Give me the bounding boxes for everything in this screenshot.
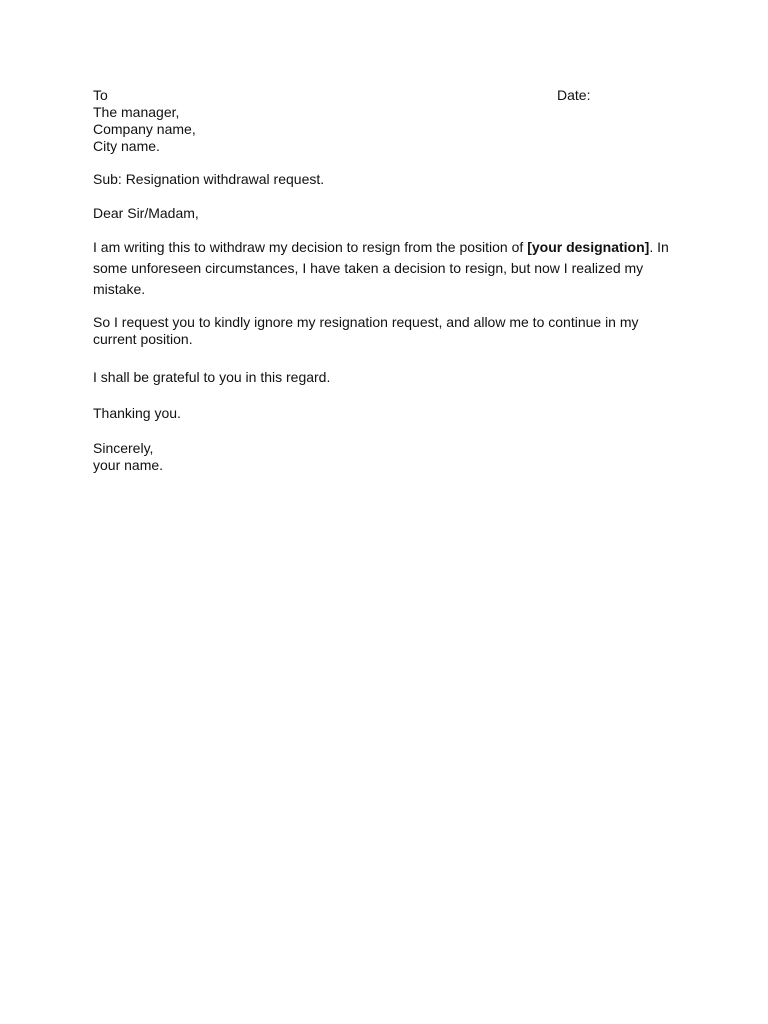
recipient-to: To <box>93 87 108 103</box>
body-paragraph-2: So I request you to kindly ignore my resignation request, and allow me to continue in my current position. <box>93 314 639 347</box>
designation-placeholder: [your designation] <box>527 239 650 255</box>
recipient-company: Company name, <box>93 121 196 137</box>
closing-thanks: Thanking you. <box>93 405 181 421</box>
salutation: Dear Sir/Madam, <box>93 205 199 221</box>
recipient-address <box>93 87 683 155</box>
recipient-title: The manager, <box>93 104 180 120</box>
body-paragraph-1 <box>93 237 683 300</box>
date-label: Date: <box>557 87 591 103</box>
sign-off: Sincerely, <box>93 440 154 456</box>
recipient-city: City name. <box>93 138 160 154</box>
signature-block <box>93 440 683 474</box>
paragraph-1-text-after: . In some unforeseen circumstances, I have taken a decision to resign, but now I realized my mistake. <box>93 239 669 297</box>
paragraph-1-text-before: I am writing this to withdraw my decision to resign from the position of <box>93 239 528 255</box>
body-paragraph-3: I shall be grateful to you in this regard. <box>93 369 331 385</box>
subject-line: Sub: Resignation withdrawal request. <box>93 171 325 187</box>
signature-name: your name. <box>93 457 164 473</box>
